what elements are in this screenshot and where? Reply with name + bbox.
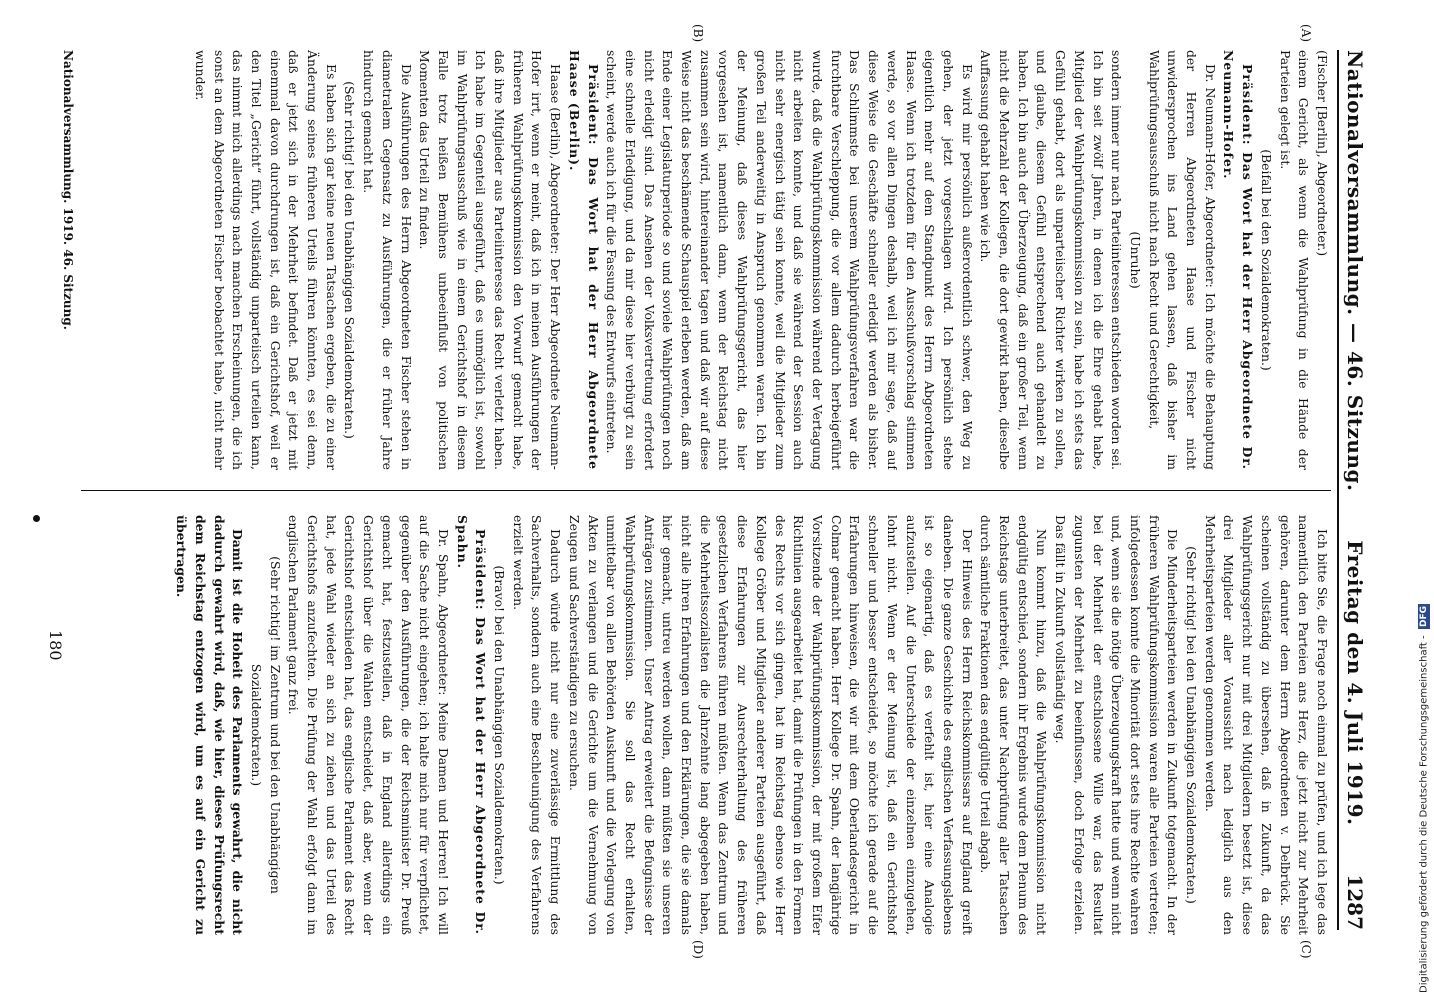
left-para-0: (Fischer [Berlin], Abgeordneter.) — [1315, 50, 1330, 257]
left-para-9: Haase (Berlin), Abgeordneter: Der Herr Abgeordnete Neumann-Hofer irrt, wenn er meint, daß ich in meinen Ausführungen der früheren Wahlprüfungskommission den Vorwurf gemacht habe, daß ihre Mitglieder aus Parteiinteresse das Recht verletzt haben. Ich habe im Gegenteil ausgeführt, daß es unmöglich ist, sowohl im Wahlprüfungsausschuß wie in einem Gerichtshof in diesem Falle trotz heißen Bemühens unbeeinflußt von politischen Momenten das Urteil zu finden. — [417, 50, 564, 470]
ink-dot — [33, 515, 40, 522]
right-para-4: Der Hinweis des Herrn Reichskommissars auf England greift daneben. Die ganze Geschichte des englischen Verfassungslebens ist so eigenartig, daß es verfehlt ist, hier eine Analogie aufzustellen. Auf die Unterschiede der einzelnen einzugehen, lohnt nicht. Wenn er der Meinung ist, daß ein Gerichtshof schneller und besser entscheidet, so möchte ich gerade auf die Erfahrungen hinweisen, die wir mit dem Oberlandesgericht in Colmar gemacht haben. Herr Kollege Dr. Spahn, der langjährige Vorsitzende der Wahlprüfungskommission, der mit großem Eifer Richtlinien ausgearbeitet hat, damit die Prüfungen in den Formen des Rechts vor sich gingen, hat im Reichstag ebenso wie Herr Kollege Gröber und Mitglieder anderer Parteien ausgeführt, daß diese Erfahrungen zur Ausrechterhaltung des früheren gesetzlichen Verfahrens führen müßten. Wenn das Zentrum und die Mehrheitssozialisten die Jahrzehnte lang abgegeben haben, nicht alle ihren Erfahrungen und den Erklärungen, die sie damals hier gemacht, untreu werden wollen, dann müßten sie unseren Anträgen zustimmen. Unser Antrag erweitert die Befugnisse der Wahlprüfungskommission. Sie soll das Recht erhalten, unmittelbar von allen Behörden Auskunft und die Vorlegung von Akten zu verlangen und die Gerichte um die Vernehmung von Zeugen und Sachverständigen zu ersuchen. — [566, 515, 975, 935]
right-para-0: Ich bitte Sie, die Frage noch einmal zu prüfen, und ich lege das namentlich den Parteien ans Herz, die jetzt nicht zur Mehrheit gehören, darunter dem Herrn Abgeordneten v. Delbrück. Sie scheinen vollständig zu übersehen, daß in Zukunft, da das Wahlprüfungsgericht nur mit drei Mitgliedern besetzt ist, diese drei Mitglieder aller Voraussicht nach lediglich aus den Mehrheitsparteien werden genommen werden. — [1202, 515, 1330, 935]
right-para-9: (Sehr richtig! im Zentrum und bei den Unabhängigen Sozialdemokraten.) — [248, 556, 283, 894]
left-para-3: Präsident: Das Wort hat der Herr Abgeordnete Dr. Neumann-Hofer. — [1221, 50, 1256, 470]
left-para-10: Die Ausführungen des Herrn Abgeordneten Fischer stehen in diametralem Gegensatz zu Ausführungen, die er früher Jahre hindurch gemacht hat. — [361, 50, 414, 470]
right-para-10: Damit ist die Hoheit des Parlaments gewahrt, die nicht dadurch gewahrt wird, daß, wie hier, dieses Prüfungsrecht dem Reichstag entzogen wird, um es auf ein Gericht zu übertragen. — [174, 515, 246, 935]
margin-marker-b: (B) — [691, 24, 705, 43]
digitization-credit — [1416, 8, 1432, 993]
header-date: Freitag den 4. Juli 1919. — [1343, 540, 1367, 826]
left-para-2: (Beifall bei den Sozialdemokraten.) — [1258, 149, 1274, 371]
header-rule — [1337, 50, 1339, 930]
right-para-8: Dr. Spahn, Abgeordneter: Meine Damen und Herren! Ich will auf die Sache nicht eingehen; ich halte mich nur für verpflichtet, gegenüber den Ausführungen, die der Reichsminister Dr. Preuß gemacht hat, festzustellen, daß in England allerdings ein Gerichtshof über die Wahlen entscheidet, daß aber, wenn der Gerichtshof entschieden hat, das englische Parlament das Recht hat, jede Wahl wieder an sich zu ziehen und das Urteil des Gerichtshofs anzufechten. Die Prüfung der Wahl erfolgt dann im englischen Parlament ganz frei. — [286, 515, 451, 935]
left-para-6: sondern immer nur nach Parteiinteressen entschieden worden sei. Ich bin seit zwölf Jahren, in denen ich die Ehre gehabt habe, Mitglied der Wahlprüfungskommission zu sein, habe ich stets das Gefühl gehabt, dort als unparteiischer Richter wirken zu sollen, und glaube, diesem Gefühl entsprechend auch gehandelt zu haben. Ich bin auch der Überzeugung, daß ein großer Teil, wenn nicht die Mehrzahl der Kollegen, die dort gewirkt haben, dieselbe Auffassung gehabt haben wie ich. — [978, 50, 1125, 470]
credit-text: Digitalisierung gefördert durch die Deutsche Forschungsgemeinschaft - — [1418, 635, 1430, 993]
left-para-7: Es wird mir persönlich außerordentlich schwer, den Weg zu gehen, der jetzt vorgeschlagen wird. Ich persönlich stehe eigentlich mehr auf dem Standpunkt des Herrn Abgeordneten Haase. Wenn ich trotzdem für den Ausschußvorschlag stimmen werde, so vor allen Dingen deshalb, weil ich mir sage, daß auf diese Weise die Geschäfte schneller erledigt werden als bisher. Das Schlimmste bei unserem Wahlprüfungsverfahren war die furchtbare Verschleppung, die vor allem dadurch herbeigeführt wurde, daß die Wahlprüfungskommission während der Vertagung nicht arbeiten konnte, und daß sie während der Session auch nicht sehr energisch tätig sein konnte, weil die Mitglieder zum großen Teil anderweitig in Anspruch genommen waren. Ich bin der Meinung, daß dieses Wahlprüfungsgericht, das hier vorgesehen ist, namentlich dann, wenn der Reichstag nicht zusammen sein wird, hintereinander tagen und daß wir auf diese Weise nicht das beschämende Schauspiel erleben werden, daß am Ende einer Legislaturperiode so und soviele Wahlprüfungen noch nicht erledigt sind. Das Ansehen der Volksvertretung erfordert eine schnelle Erledigung, und da mir diese hier verbürgt zu sein scheint, werde auch ich für die Fassung des Entwurfs eintreten. — [604, 50, 975, 470]
dfg-logo: DFG — [1419, 606, 1429, 628]
header-title: Nationalversammlung. — 46. Sitzung. — [1343, 50, 1367, 492]
right-para-6: (Bravo! bei den Unabhängigen Sozialdemokraten.) — [492, 565, 508, 885]
margin-marker-c: (C) — [1299, 940, 1313, 959]
header-page-number: 1287 — [1343, 874, 1367, 930]
column-divider — [81, 490, 1331, 491]
left-para-11: (Sehr richtig! bei den Unabhängigen Sozialdemokraten.) — [342, 81, 358, 439]
page-header — [1343, 50, 1383, 930]
footer-page-number: 180 — [46, 630, 65, 661]
rotated-page — [5, 10, 1405, 970]
left-column — [81, 50, 1331, 470]
margin-marker-a: (A) — [1299, 24, 1313, 43]
left-para-12: Es haben sich gar keine neuen Tatsachen ergeben, die zu einer Änderung seines früheren Urteils führen könnten, es sei denn, daß er jetzt sich in der Mehrheit befindet. Daß er jetzt mit einemmal davon durchdrungen ist, daß ein Gerichtshof, weil er den Titel „Gericht“ führt, vollständig unparteiisch urteilen kann, das nimmt mich allerdings nach manchen Erscheinungen, die ich sonst an dem Abgeordneten Fischer beobachtet habe, nicht mehr wunder. — [192, 50, 339, 470]
right-para-1: (Sehr richtig! bei den Unabhängigen Sozialdemokraten.) — [1184, 546, 1200, 904]
right-para-3: Nun kommt hinzu, daß die Wahlprüfungskommission nicht endgültig entschied, sondern ihr Ergebnis wurde dem Plenum des Reichstags unterbreitet, das unter Nachprüfung aller Tatsachen durch sämtliche Fraktionen das endgültige Urteil abgab. — [978, 515, 1050, 935]
right-para-2: Die Minderheitsparteien werden in Zukunft totgemacht. In der früheren Wahlprüfungskommission waren alle Parteien vertreten; infolgedessen konnte die Minorität dort stets ihre Rechte wahren und, wenn sie die nötige Überzeugungskraft hatte und wenn nicht bei der Mehrheit der entschlossene Wille war, das Resultat zugunsten der Mehrheit zu beeinflussen, doch Erfolge erzielen. Das fällt in Zukunft vollständig weg. — [1053, 515, 1181, 935]
footer-left: Nationalversammlung. 1919. 46. Sitzung. — [61, 50, 75, 330]
right-column — [81, 515, 1331, 935]
margin-marker-d: (D) — [691, 940, 705, 959]
right-para-5: Dadurch würde nicht nur eine zuverlässige Ermittlung des Sachverhalts, sondern auch eine Beschleunigung des Verfahrens erzielt werden. — [510, 515, 564, 935]
left-para-4: Dr. Neumann-Hofer, Abgeordneter: Ich möchte die Behauptung der Herren Abgeordneten Haase und Fischer nicht unwidersprochen ins Land gehen lassen, daß bisher im Wahlprüfungsausschuß nicht nach Recht und Gerechtigkeit, — [1146, 50, 1218, 470]
left-para-1: einem Gericht, als wenn die Wahlprüfung in die Hände der Parteien gelegt ist. — [1277, 50, 1312, 470]
right-para-7: Präsident: Das Wort hat der Herr Abgeordnete Dr. Spahn. — [454, 515, 489, 935]
left-para-8: Präsident: Das Wort hat der Herr Abgeordnete Haase (Berlin). — [566, 50, 601, 470]
left-para-5: (Unruhe) — [1127, 231, 1143, 289]
